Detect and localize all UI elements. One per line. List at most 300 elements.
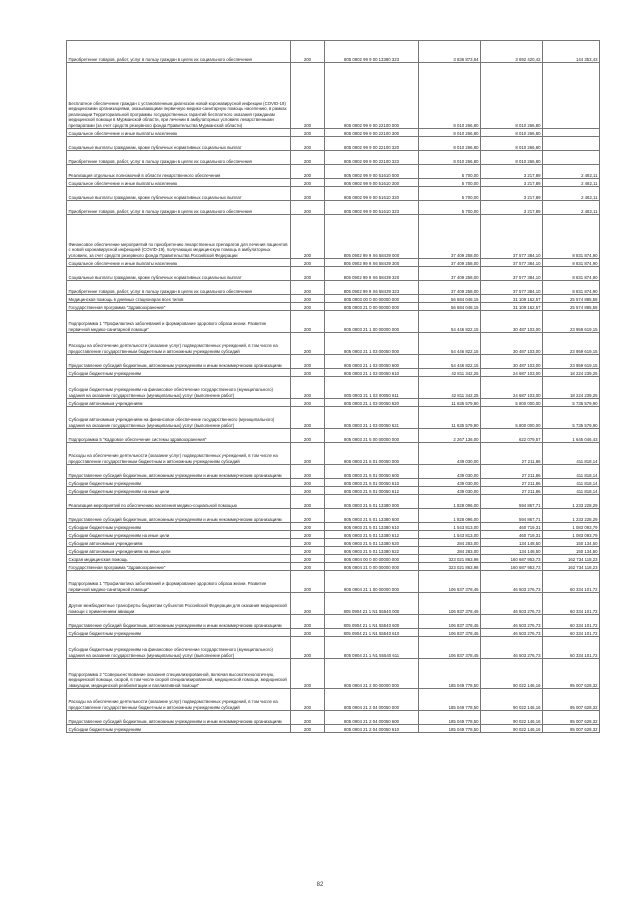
row-line-code: 200 <box>291 531 325 539</box>
row-unexecuted-amount: 23 959 619,15 <box>543 311 600 333</box>
table-row <box>67 267 600 281</box>
row-approved-amount: 5 700,00 <box>419 187 481 201</box>
row-name: Предоставление субсидий бюджетным, автономным учреждениям и иным некоммерческим организациям <box>67 615 291 629</box>
row-executed-amount: 5 800 000,00 <box>481 399 543 407</box>
row-unexecuted-amount: 411 818,14 <box>543 487 600 495</box>
row-budget-code: 805 0904 21 2 00 00000 000 <box>325 659 419 689</box>
row-executed-amount: 3 217,89 <box>481 187 543 201</box>
row-line-code: 200 <box>291 479 325 487</box>
row-line-code: 200 <box>291 303 325 311</box>
row-line-code: 200 <box>291 629 325 637</box>
table-row <box>67 281 600 295</box>
row-executed-amount: 460 719,31 <box>481 531 543 539</box>
row-unexecuted-amount: 162 734 118,23 <box>543 555 600 563</box>
table-row <box>67 531 600 539</box>
row-executed-amount: 24 687 103,00 <box>481 377 543 399</box>
row-line-code: 200 <box>291 333 325 355</box>
row-approved-amount: 439 030,00 <box>419 487 481 495</box>
row-budget-code: 805 0903 21 5 01 00050 600 <box>325 465 419 479</box>
row-approved-amount: 1 828 096,00 <box>419 495 481 509</box>
row-budget-code: 805 0903 21 1 03 00050 000 <box>325 333 419 355</box>
table-row <box>67 407 600 429</box>
row-line-code: 200 <box>291 377 325 399</box>
row-approved-amount: 1 543 813,00 <box>419 531 481 539</box>
row-unexecuted-amount: 8 831 874,90 <box>543 267 600 281</box>
row-name: Субсидии бюджетным учреждениям на финансовое обеспечение государственного (муниципального) задания на оказание государственных (муниципальных) услуг (выполнение работ) <box>67 377 291 399</box>
row-approved-amount: 1 543 813,00 <box>419 523 481 531</box>
row-unexecuted-amount: 95 007 628,32 <box>543 659 600 689</box>
row-unexecuted-amount: 1 233 228,29 <box>543 509 600 523</box>
row-executed-amount: 37 577 384,10 <box>481 215 543 259</box>
row-executed-amount: 37 577 384,10 <box>481 267 543 281</box>
row-line-code: 200 <box>291 539 325 547</box>
row-approved-amount: 185 049 778,50 <box>419 659 481 689</box>
row-budget-code: 805 0903 21 5 01 00050 612 <box>325 487 419 495</box>
table-row <box>67 555 600 563</box>
row-unexecuted-amount: 1 645 046,43 <box>543 429 600 443</box>
row-name: Субсидии бюджетным учреждениям на иные цели <box>67 487 291 495</box>
row-budget-code: 805 0902 99 9 Х6 58439 320 <box>325 267 419 281</box>
table-row <box>67 215 600 259</box>
table-row <box>67 303 600 311</box>
row-approved-amount: 284 283,00 <box>419 547 481 555</box>
row-line-code: 200 <box>291 165 325 179</box>
row-line-code: 200 <box>291 187 325 201</box>
table-row <box>67 63 600 129</box>
row-line-code: 200 <box>291 495 325 509</box>
row-executed-amount: 8 010 266,80 <box>481 151 543 165</box>
row-line-code: 200 <box>291 659 325 689</box>
row-budget-code: 805 0903 21 1 03 00050 620 <box>325 399 419 407</box>
row-approved-amount: 56 684 048,15 <box>419 295 481 303</box>
row-approved-amount: 439 030,00 <box>419 479 481 487</box>
row-name: Скорая медицинская помощь <box>67 555 291 563</box>
table-row <box>67 571 600 593</box>
row-budget-code: 805 0904 21 2 04 00050 600 <box>325 711 419 725</box>
row-approved-amount: 11 635 579,90 <box>419 399 481 407</box>
table-row <box>67 629 600 637</box>
row-name: Расходы на обеспечение деятельности (оказание услуг) подведомственных учреждений, в том числе на предоставление государственным бюджетным и автономным учреждениям субсидий <box>67 333 291 355</box>
row-line-code: 200 <box>291 615 325 629</box>
row-line-code: 200 <box>291 41 325 63</box>
row-approved-amount: 323 021 863,98 <box>419 563 481 571</box>
row-approved-amount: 1 828 096,00 <box>419 509 481 523</box>
row-budget-code: 805 0904 21 2 04 00050 610 <box>325 725 419 733</box>
row-line-code: 200 <box>291 725 325 733</box>
table-row <box>67 311 600 333</box>
row-executed-amount: 30 487 103,00 <box>481 311 543 333</box>
row-unexecuted-amount: 5 735 579,90 <box>543 407 600 429</box>
row-unexecuted-amount: 2 482,11 <box>543 179 600 187</box>
row-name: Расходы на обеспечение деятельности (оказание услуг) подведомственных учреждений, в том числе на предоставление государственным бюджетным и автономным учреждениям субсидий <box>67 443 291 465</box>
row-executed-amount: 24 687 103,00 <box>481 369 543 377</box>
table-row <box>67 165 600 179</box>
row-budget-code: 805 0904 21 1 N1 55540 000 <box>325 593 419 615</box>
row-unexecuted-amount: 2 482,11 <box>543 165 600 179</box>
row-approved-amount: 185 049 778,50 <box>419 689 481 711</box>
table-row <box>67 495 600 509</box>
row-line-code: 200 <box>291 523 325 531</box>
table-row <box>67 689 600 711</box>
row-line-code: 200 <box>291 215 325 259</box>
table-row <box>67 711 600 725</box>
row-unexecuted-amount: 60 334 101,72 <box>543 637 600 659</box>
row-budget-code: 805 0902 99 9 00 22100 000 <box>325 63 419 129</box>
row-approved-amount: 323 021 863,98 <box>419 555 481 563</box>
row-executed-amount: 30 487 103,00 <box>481 355 543 369</box>
row-name: Субсидии бюджетным учреждениям <box>67 479 291 487</box>
row-approved-amount: 37 409 258,00 <box>419 215 481 259</box>
row-name: Субсидии бюджетным учреждениям на финансовое обеспечение государственного (муниципального) задания на оказание государственных (муниципальных) услуг (выполнение работ) <box>67 637 291 659</box>
row-approved-amount: 185 049 778,50 <box>419 725 481 733</box>
row-name: Субсидии бюджетным учреждениям <box>67 725 291 733</box>
row-approved-amount: 11 635 579,90 <box>419 407 481 429</box>
table-row <box>67 479 600 487</box>
row-name: Финансовое обеспечение мероприятий по приобретению лекарственных препаратов для лечения пациентов с новой коронавирусной инфекцией (COVID-19), получающих медицинскую помощь в амбулаторных условиях, за счет средств резервного фонда Правительства Российской Федерации <box>67 215 291 259</box>
row-approved-amount: 185 049 778,50 <box>419 711 481 725</box>
row-line-code: 200 <box>291 295 325 303</box>
row-name: Подпрограмма 2 "Совершенствование оказания специализированной, включая высокотехнологичную, медицинской помощи, скорой, в том числе скорой специализированной, медицинской помощи, медицинской эвакуации, медицинской реабилитации и паллиативной помощи" <box>67 659 291 689</box>
row-line-code: 200 <box>291 571 325 593</box>
table-row <box>67 369 600 377</box>
row-name: Предоставление субсидий бюджетным, автономным учреждениям и иным некоммерческим организациям <box>67 509 291 523</box>
row-executed-amount: 134 148,50 <box>481 539 543 547</box>
row-approved-amount: 439 030,00 <box>419 443 481 465</box>
row-executed-amount: 134 148,50 <box>481 547 543 555</box>
row-line-code: 200 <box>291 711 325 725</box>
row-line-code: 200 <box>291 689 325 711</box>
row-unexecuted-amount: 411 818,14 <box>543 465 600 479</box>
row-budget-code: 805 0902 99 9 00 22100 323 <box>325 151 419 165</box>
row-name: Приобретение товаров, работ, услуг в пользу граждан в целях их социального обеспечения <box>67 151 291 165</box>
row-unexecuted-amount: 60 334 101,72 <box>543 629 600 637</box>
row-unexecuted-amount: 60 334 101,72 <box>543 593 600 615</box>
row-budget-code: 805 0902 99 9 00 51610 323 <box>325 201 419 215</box>
page-number: 82 <box>316 882 324 888</box>
row-unexecuted-amount: 144 353,43 <box>543 41 600 63</box>
row-unexecuted-amount: 95 007 628,32 <box>543 711 600 725</box>
row-approved-amount: 439 030,00 <box>419 465 481 479</box>
row-executed-amount: 8 010 266,80 <box>481 129 543 137</box>
row-budget-code: 805 0903 21 5 01 13380 600 <box>325 509 419 523</box>
row-name: Реализация мероприятий по обеспечению населения медико-социальной помощью <box>67 495 291 509</box>
row-unexecuted-amount: 25 574 885,58 <box>543 295 600 303</box>
row-budget-code: 805 0903 21 1 03 00050 610 <box>325 369 419 377</box>
row-name: Субсидии автономным учреждениям на иные цели <box>67 547 291 555</box>
row-name: Подпрограмма 1 "Профилактика заболеваний и формирование здорового образа жизни. Развитие первичной медико-санитарной помощи" <box>67 571 291 593</box>
row-approved-amount: 5 700,00 <box>419 165 481 179</box>
row-budget-code: 805 0903 21 1 03 00050 611 <box>325 377 419 399</box>
row-name: Субсидии автономным учреждениям <box>67 399 291 407</box>
row-unexecuted-amount <box>543 129 600 137</box>
row-budget-code: 805 0903 21 1 03 00050 621 <box>325 407 419 429</box>
row-budget-code: 805 0904 21 1 N1 55540 611 <box>325 637 419 659</box>
row-line-code: 200 <box>291 355 325 369</box>
row-budget-code: 805 0903 21 5 01 13380 620 <box>325 539 419 547</box>
table-row <box>67 179 600 187</box>
budget-table <box>66 40 600 733</box>
row-name: Социальное обеспечение и иные выплаты населению <box>67 179 291 187</box>
row-budget-code: 805 0903 21 5 01 13380 610 <box>325 523 419 531</box>
row-approved-amount: 5 700,00 <box>419 201 481 215</box>
row-budget-code: 805 0903 21 1 03 00050 600 <box>325 355 419 369</box>
row-name: Государственная программа "Здравоохранение" <box>67 303 291 311</box>
row-budget-code: 805 0904 00 0 00 00000 000 <box>325 555 419 563</box>
row-line-code: 200 <box>291 487 325 495</box>
row-approved-amount: 54 446 822,15 <box>419 355 481 369</box>
row-executed-amount: 622 079,57 <box>481 429 543 443</box>
table-row <box>67 443 600 465</box>
row-executed-amount: 31 109 162,57 <box>481 303 543 311</box>
row-name: Подпрограмма 1 "Профилактика заболеваний и формирование здорового образа жизни. Развитие первичной медико-санитарной помощи" <box>67 311 291 333</box>
row-line-code: 200 <box>291 137 325 151</box>
row-budget-code: 805 0902 99 9 00 22100 320 <box>325 137 419 151</box>
row-name: Социальные выплаты гражданам, кроме публичных нормативных социальных выплат <box>67 267 291 281</box>
row-approved-amount: 42 811 342,25 <box>419 377 481 399</box>
row-budget-code: 805 0902 99 9 00 22100 300 <box>325 129 419 137</box>
row-budget-code: 805 0903 21 5 01 13380 000 <box>325 495 419 509</box>
row-budget-code: 805 0904 21 1 00 00000 000 <box>325 571 419 593</box>
row-approved-amount: 42 811 342,25 <box>419 369 481 377</box>
row-unexecuted-amount <box>543 151 600 165</box>
row-name: Субсидии бюджетным учреждениям на иные цели <box>67 531 291 539</box>
row-budget-code: 805 0903 21 5 01 13380 622 <box>325 547 419 555</box>
row-budget-code: 805 0903 21 5 00 00000 000 <box>325 429 419 443</box>
row-executed-amount: 27 211,86 <box>481 443 543 465</box>
row-name: Субсидии автономным учреждениям <box>67 539 291 547</box>
row-approved-amount: 106 837 378,45 <box>419 629 481 637</box>
table-row <box>67 333 600 355</box>
row-unexecuted-amount: 18 224 239,25 <box>543 377 600 399</box>
table-row <box>67 523 600 531</box>
row-approved-amount: 106 837 378,45 <box>419 637 481 659</box>
row-budget-code: 805 0903 21 0 00 00000 000 <box>325 303 419 311</box>
row-budget-code: 805 0904 21 0 00 00000 000 <box>325 563 419 571</box>
table-row <box>67 725 600 733</box>
row-name: Подпрограмма 5 "Кадровое обеспечение системы здравоохранения" <box>67 429 291 443</box>
row-name: Социальное обеспечение и иные выплаты населению <box>67 259 291 267</box>
table-row <box>67 151 600 165</box>
table-row <box>67 487 600 495</box>
row-executed-amount: 37 577 384,10 <box>481 259 543 267</box>
row-approved-amount: 37 409 258,00 <box>419 281 481 295</box>
row-approved-amount: 54 446 822,15 <box>419 333 481 355</box>
row-executed-amount: 3 217,89 <box>481 201 543 215</box>
row-approved-amount: 3 836 873,64 <box>419 41 481 63</box>
row-executed-amount: 46 503 276,73 <box>481 571 543 593</box>
row-executed-amount: 460 719,31 <box>481 523 543 531</box>
table-row <box>67 539 600 547</box>
row-unexecuted-amount: 60 334 101,72 <box>543 571 600 593</box>
table-row <box>67 399 600 407</box>
row-line-code: 200 <box>291 399 325 407</box>
row-budget-code: 805 0902 99 9 00 51610 320 <box>325 187 419 201</box>
row-executed-amount: 90 022 146,16 <box>481 689 543 711</box>
row-line-code: 200 <box>291 369 325 377</box>
row-executed-amount: 30 487 103,00 <box>481 333 543 355</box>
row-unexecuted-amount: 1 233 228,29 <box>543 495 600 509</box>
row-approved-amount: 2 267 136,00 <box>419 429 481 443</box>
row-line-code: 200 <box>291 311 325 333</box>
row-line-code: 200 <box>291 201 325 215</box>
row-approved-amount: 8 010 266,80 <box>419 63 481 129</box>
row-unexecuted-amount: 23 959 619,15 <box>543 333 600 355</box>
row-approved-amount: 8 010 266,80 <box>419 129 481 137</box>
row-unexecuted-amount: 411 818,14 <box>543 479 600 487</box>
row-unexecuted-amount: 8 831 874,90 <box>543 259 600 267</box>
row-executed-amount: 594 867,71 <box>481 495 543 509</box>
row-executed-amount: 3 217,89 <box>481 165 543 179</box>
row-name: Социальное обеспечение и иные выплаты населению <box>67 129 291 137</box>
row-approved-amount: 106 837 378,45 <box>419 593 481 615</box>
row-executed-amount: 90 022 146,16 <box>481 725 543 733</box>
row-executed-amount: 46 503 276,73 <box>481 637 543 659</box>
row-name: Предоставление субсидий бюджетным, автономным учреждениям и иным некоммерческим организациям <box>67 355 291 369</box>
row-unexecuted-amount: 60 334 101,72 <box>543 615 600 629</box>
row-name: Другие межбюджетные трансферты бюджетам субъектов Российской Федерации для оказания медицинской помощи с применением авиации <box>67 593 291 615</box>
row-name: Бесплатное обеспечение граждан с установленным диагнозом новой коронавирусной инфекции (COVID-19) медицинскими организациями, оказывающими первичную медико-санитарную помощь населению, в рамках реализации Территориальной программы государственных гарантий бесплатного оказания гражданам медицинской помощи в Мурманской области, при лечении в амбулаторных условиях лекарственными препаратами (за счет средств резервного фонда Правительства Мурманской области) <box>67 63 291 129</box>
row-line-code: 200 <box>291 443 325 465</box>
row-executed-amount: 160 687 953,73 <box>481 555 543 563</box>
table-row <box>67 563 600 571</box>
row-budget-code: 805 0904 21 2 04 00050 000 <box>325 689 419 711</box>
row-budget-code: 805 0902 99 9 Х6 58439 300 <box>325 259 419 267</box>
row-budget-code: 805 0903 21 5 01 00050 610 <box>325 479 419 487</box>
row-name: Медицинская помощь в дневных стационарах всех типов <box>67 295 291 303</box>
row-name: Расходы на обеспечение деятельности (оказание услуг) подведомственных учреждений, в том числе на предоставление государственным бюджетным и автономным учреждениям субсидий <box>67 689 291 711</box>
table-row <box>67 355 600 369</box>
table-row <box>67 465 600 479</box>
row-unexecuted-amount: 150 134,50 <box>543 539 600 547</box>
row-unexecuted-amount: 5 735 579,90 <box>543 399 600 407</box>
row-unexecuted-amount: 23 959 619,15 <box>543 355 600 369</box>
table-row <box>67 593 600 615</box>
table-row <box>67 429 600 443</box>
row-name: Предоставление субсидий бюджетным, автономным учреждениям и иным некоммерческим организациям <box>67 465 291 479</box>
row-unexecuted-amount: 2 482,11 <box>543 187 600 201</box>
row-name: Реализация отдельных полномочий в области лекарственного обеспечения <box>67 165 291 179</box>
table-row <box>67 187 600 201</box>
table-row <box>67 129 600 137</box>
row-name: Приобретение товаров, работ, услуг в пользу граждан в целях их социального обеспечения <box>67 281 291 295</box>
row-budget-code: 805 0902 99 9 00 13380 323 <box>325 41 419 63</box>
row-approved-amount: 106 837 378,45 <box>419 615 481 629</box>
row-unexecuted-amount: 18 224 239,25 <box>543 369 600 377</box>
row-line-code: 200 <box>291 267 325 281</box>
row-line-code: 200 <box>291 151 325 165</box>
row-line-code: 200 <box>291 281 325 295</box>
row-unexecuted-amount: 2 482,11 <box>543 201 600 215</box>
row-budget-code: 805 0902 99 9 Х6 58439 000 <box>325 215 419 259</box>
row-budget-code: 805 0902 99 9 Х6 58439 323 <box>325 281 419 295</box>
table-row <box>67 259 600 267</box>
table-row <box>67 295 600 303</box>
row-executed-amount: 90 022 146,16 <box>481 659 543 689</box>
row-line-code: 200 <box>291 179 325 187</box>
row-line-code: 200 <box>291 259 325 267</box>
row-line-code: 200 <box>291 637 325 659</box>
row-executed-amount: 5 800 000,00 <box>481 407 543 429</box>
table-row <box>67 547 600 555</box>
row-executed-amount: 3 217,89 <box>481 179 543 187</box>
row-line-code: 200 <box>291 63 325 129</box>
budget-execution-page <box>66 40 599 733</box>
row-executed-amount: 31 109 162,57 <box>481 295 543 303</box>
row-approved-amount: 284 283,00 <box>419 539 481 547</box>
row-budget-code: 805 0903 21 5 01 00050 000 <box>325 443 419 465</box>
row-executed-amount: 27 211,86 <box>481 465 543 479</box>
row-unexecuted-amount: 411 818,14 <box>543 443 600 465</box>
row-name: Субсидии бюджетным учреждениям <box>67 369 291 377</box>
row-line-code: 200 <box>291 547 325 555</box>
row-executed-amount: 3 692 420,42 <box>481 41 543 63</box>
budget-table-body <box>67 41 600 733</box>
row-budget-code: 805 0902 99 9 00 51610 300 <box>325 179 419 187</box>
row-name: Приобретение товаров, работ, услуг в пользу граждан в целях их социального обеспечения <box>67 201 291 215</box>
row-line-code: 200 <box>291 509 325 523</box>
row-name: Социальные выплаты гражданам, кроме публичных нормативных социальных выплат <box>67 137 291 151</box>
row-executed-amount: 27 211,86 <box>481 487 543 495</box>
row-executed-amount: 27 211,86 <box>481 479 543 487</box>
row-budget-code: 805 0904 21 1 N1 55540 600 <box>325 615 419 629</box>
table-row <box>67 41 600 63</box>
row-unexecuted-amount: 8 831 874,90 <box>543 281 600 295</box>
row-line-code: 200 <box>291 129 325 137</box>
row-budget-code: 805 0904 21 1 N1 55540 610 <box>325 629 419 637</box>
row-unexecuted-amount <box>543 137 600 151</box>
row-executed-amount: 594 867,71 <box>481 509 543 523</box>
row-unexecuted-amount: 25 574 885,58 <box>543 303 600 311</box>
row-executed-amount: 46 503 276,73 <box>481 629 543 637</box>
row-name: Предоставление субсидий бюджетным, автономным учреждениям и иным некоммерческим организациям <box>67 711 291 725</box>
row-line-code: 200 <box>291 555 325 563</box>
row-line-code: 200 <box>291 429 325 443</box>
row-name: Субсидии бюджетным учреждениям <box>67 523 291 531</box>
row-line-code: 200 <box>291 593 325 615</box>
row-unexecuted-amount <box>543 63 600 129</box>
row-executed-amount: 8 010 266,80 <box>481 137 543 151</box>
table-row <box>67 659 600 689</box>
row-unexecuted-amount: 95 007 628,32 <box>543 725 600 733</box>
row-unexecuted-amount: 1 083 093,79 <box>543 531 600 539</box>
row-approved-amount: 8 010 266,80 <box>419 151 481 165</box>
row-executed-amount: 8 010 266,80 <box>481 63 543 129</box>
row-approved-amount: 8 010 266,80 <box>419 137 481 151</box>
row-executed-amount: 46 503 276,73 <box>481 593 543 615</box>
row-budget-code: 805 0903 21 5 01 13380 612 <box>325 531 419 539</box>
row-approved-amount: 5 700,00 <box>419 179 481 187</box>
row-line-code: 200 <box>291 563 325 571</box>
row-line-code: 200 <box>291 407 325 429</box>
row-approved-amount: 54 446 822,15 <box>419 311 481 333</box>
row-budget-code: 805 0903 21 1 00 00000 000 <box>325 311 419 333</box>
row-name: Субсидии автономным учреждениям на финансовое обеспечение государственного (муниципального) задания на оказание государственных (муниципальных) услуг (выполнение работ) <box>67 407 291 429</box>
row-line-code: 200 <box>291 465 325 479</box>
table-row <box>67 637 600 659</box>
table-row <box>67 137 600 151</box>
row-budget-code: 805 0902 99 9 00 51610 000 <box>325 165 419 179</box>
row-unexecuted-amount: 95 007 628,32 <box>543 689 600 711</box>
row-name: Социальные выплаты гражданам, кроме публичных нормативных социальных выплат <box>67 187 291 201</box>
row-name: Субсидии бюджетным учреждениям <box>67 629 291 637</box>
table-row <box>67 377 600 399</box>
row-name: Государственная программа "Здравоохранение" <box>67 563 291 571</box>
table-row <box>67 615 600 629</box>
row-name: Приобретение товаров, работ, услуг в пользу граждан в целях их социального обеспечения <box>67 41 291 63</box>
row-unexecuted-amount: 1 083 093,79 <box>543 523 600 531</box>
row-approved-amount: 37 409 258,00 <box>419 259 481 267</box>
table-row <box>67 509 600 523</box>
